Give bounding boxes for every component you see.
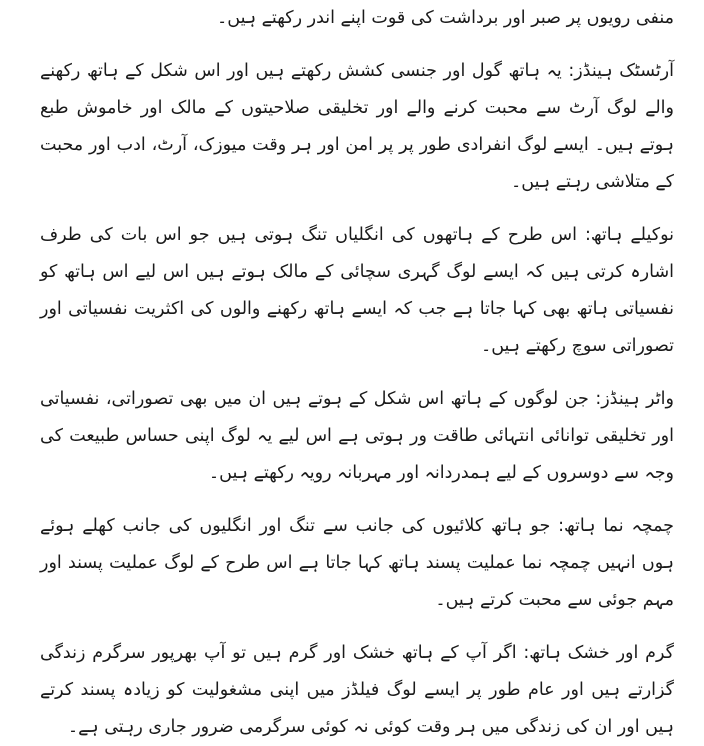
paragraph-water-hands: واٹر ہینڈز: جن لوگوں کے ہاتھ اس شکل کے ہوتے ہیں ان میں بھی تصوراتی، نفسیاتی اور تخلیقی توانائی انتہائی طاقت ور ہوتی ہے اس لیے یہ لوگ اپنی حساس طبیعت کی وجہ سے دوسروں کے لیے ہمدردانہ اور مہربانہ رویہ رکھتے ہیں۔ [40,389,674,483]
paragraph-pointed-hands: نوکیلے ہاتھ: اس طرح کے ہاتھوں کی انگلیاں تنگ ہوتی ہیں جو اس بات کی طرف اشارہ کرتی ہیں کہ ایسے لوگ گہری سچائی کے مالک ہوتے ہیں اس لیے اس ہاتھ کو نفسیاتی ہاتھ بھی کہا جاتا ہے جب کہ ایسے ہاتھ رکھنے والوں کی اکثریت نفسیاتی اور تصوراتی سوچ رکھتے ہیں۔ [40,225,674,356]
paragraph-artistic-hands: آرٹسٹک ہینڈز: یہ ہاتھ گول اور جنسی کشش رکھتے ہیں اور اس شکل کے ہاتھ رکھنے والے لوگ آرٹ سے محبت کرنے والے اور تخلیقی صلاحیتوں کے مالک اور خاموش طبع ہوتے ہیں۔ ایسے لوگ انفرادی طور پر پر امن اور ہر وقت میوزک، آرٹ، ادب اور محبت کے متلاشی رہتے ہیں۔ [40,61,674,192]
paragraph-intro-tail: منفی رویوں پر صبر اور برداشت کی قوت اپنے اندر رکھتے ہیں۔ [217,8,674,28]
paragraph-spatulate-hands: چمچہ نما ہاتھ: جو ہاتھ کلائیوں کی جانب سے تنگ اور انگلیوں کی جانب کھلے ہوئے ہوں انہیں چمچہ نما عملیت پسند ہاتھ کہا جاتا ہے اس طرح کے لوگ عملیت پسند اور مہم جوئی سے محبت کرتے ہیں۔ [40,516,674,610]
paragraph-warm-dry-hands: گرم اور خشک ہاتھ: اگر آپ کے ہاتھ خشک اور گرم ہیں تو آپ بھرپور سرگرم زندگی گزارتے ہیں اور عام طور پر ایسے لوگ فیلڈز میں اپنی مشغولیت کو زیادہ پسند کرتے ہیں اور ان کی زندگی میں ہر وقت کوئی نہ کوئی سرگرمی ضرور جاری رہتی ہے۔ [40,643,674,737]
